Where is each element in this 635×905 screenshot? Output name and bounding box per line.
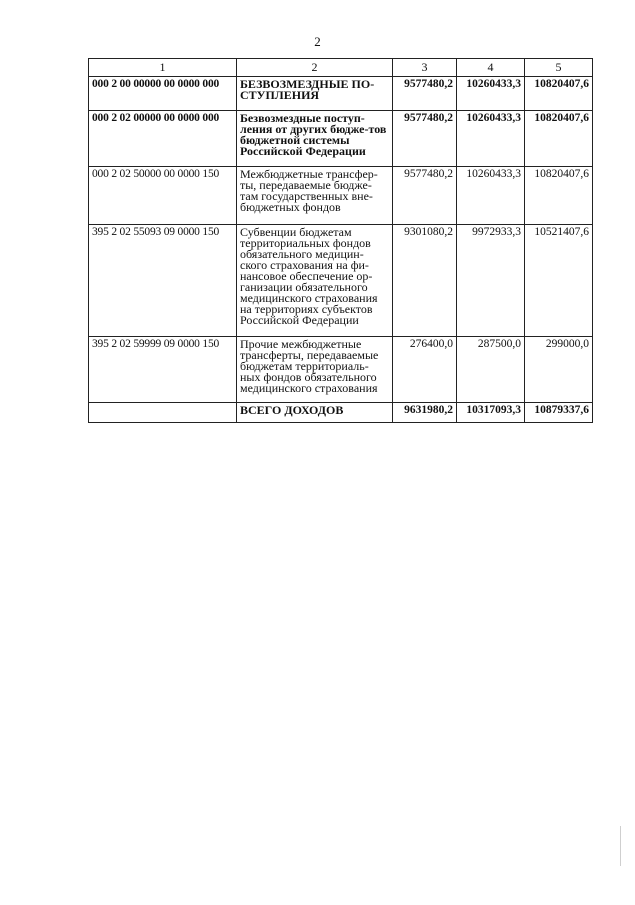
income-name-cell: Прочие межбюджетные трансферты, передаваемые бюджетам территориаль-ных фондов обязательного медицинского страхования <box>237 337 393 403</box>
column-header-year-1: 3 <box>393 59 457 77</box>
budget-code-cell: 395 2 02 55093 09 0000 150 <box>89 225 237 337</box>
amount-year-2-cell: 287500,0 <box>457 337 525 403</box>
column-header-year-3: 5 <box>525 59 593 77</box>
amount-year-1-cell: 276400,0 <box>393 337 457 403</box>
table-row <box>89 111 593 167</box>
amount-year-2-cell: 10260433,3 <box>457 77 525 111</box>
amount-year-2-cell: 10260433,3 <box>457 111 525 167</box>
column-header-name: 2 <box>237 59 393 77</box>
column-header-code: 1 <box>89 59 237 77</box>
amount-year-2-cell: 10260433,3 <box>457 167 525 225</box>
budget-code-cell: 000 2 02 50000 00 0000 150 <box>89 167 237 225</box>
table-header-row <box>89 59 593 77</box>
amount-year-1-cell: 9577480,2 <box>393 167 457 225</box>
scan-edge-mark <box>620 826 621 866</box>
amount-year-1-cell: 9577480,2 <box>393 77 457 111</box>
total-year-1-cell: 9631980,2 <box>393 403 457 423</box>
table-row <box>89 167 593 225</box>
amount-year-1-cell: 9301080,2 <box>393 225 457 337</box>
budget-code-cell: 000 2 02 00000 00 0000 000 <box>89 111 237 167</box>
revenue-table <box>88 58 593 423</box>
amount-year-1-cell: 9577480,2 <box>393 111 457 167</box>
income-name-cell: Безвозмездные поступ-ления от других бюдже-тов бюджетной системы Российской Федерации <box>237 111 393 167</box>
table-row <box>89 225 593 337</box>
income-name-cell: Субвенции бюджетам территориальных фондов обязательного медицин-ского страхования на фи-нансовое обеспечение ор-ганизации обязательного медицинского страхования на территориях субъектов Российской Федерации <box>237 225 393 337</box>
income-name-cell: Межбюджетные трансфер-ты, передаваемые бюдже-там государственных вне-бюджетных фондов <box>237 167 393 225</box>
budget-code-cell <box>89 403 237 423</box>
amount-year-3-cell: 10820407,6 <box>525 77 593 111</box>
amount-year-3-cell: 10820407,6 <box>525 111 593 167</box>
page-number: 2 <box>314 34 321 49</box>
amount-year-3-cell: 10820407,6 <box>525 167 593 225</box>
table-row <box>89 337 593 403</box>
total-year-3-cell: 10879337,6 <box>525 403 593 423</box>
amount-year-2-cell: 9972933,3 <box>457 225 525 337</box>
table-row <box>89 77 593 111</box>
budget-code-cell: 000 2 00 00000 00 0000 000 <box>89 77 237 111</box>
amount-year-3-cell: 299000,0 <box>525 337 593 403</box>
column-header-year-2: 4 <box>457 59 525 77</box>
amount-year-3-cell: 10521407,6 <box>525 225 593 337</box>
total-year-2-cell: 10317093,3 <box>457 403 525 423</box>
total-label-cell: ВСЕГО ДОХОДОВ <box>237 403 393 423</box>
total-row <box>89 403 593 423</box>
budget-code-cell: 395 2 02 59999 09 0000 150 <box>89 337 237 403</box>
income-name-cell: БЕЗВОЗМЕЗДНЫЕ ПО-СТУПЛЕНИЯ <box>237 77 393 111</box>
